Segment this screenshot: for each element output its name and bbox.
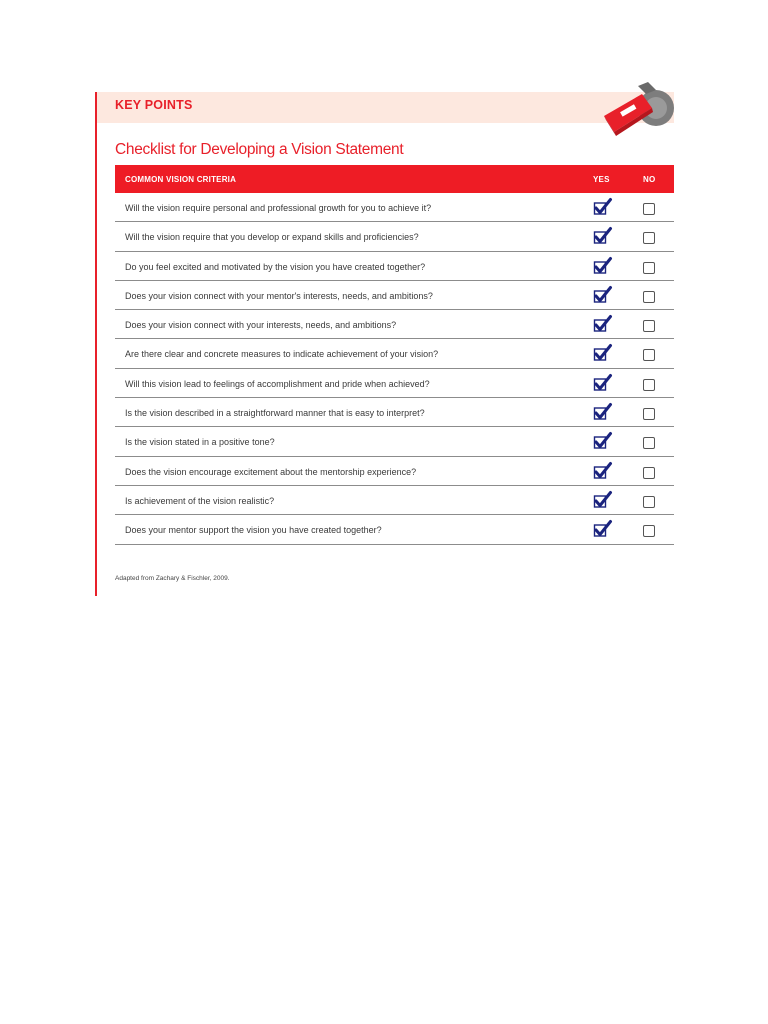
table-row <box>115 222 674 251</box>
no-checkbox-icon[interactable] <box>643 203 655 215</box>
no-checkbox-icon[interactable] <box>643 379 655 391</box>
yes-checkmark-icon[interactable] <box>593 197 613 217</box>
yes-checkmark-icon[interactable] <box>593 519 613 539</box>
no-checkbox-icon[interactable] <box>643 320 655 332</box>
criterion-text: Will the vision require personal and professional growth for you to achieve it? <box>125 203 432 213</box>
criterion-text: Does the vision encourage excitement about the mentorship experience? <box>125 466 417 477</box>
criterion-text: Does your vision connect with your mentor's interests, needs, and ambitions? <box>125 290 433 301</box>
whistle-icon <box>598 78 678 140</box>
no-checkbox-icon[interactable] <box>643 496 655 508</box>
table-row <box>115 193 674 222</box>
yes-checkmark-icon[interactable] <box>593 490 613 510</box>
yes-header: YES <box>593 175 610 184</box>
no-checkbox-icon[interactable] <box>643 525 655 537</box>
no-checkbox-icon[interactable] <box>643 437 655 449</box>
criterion-text: Will the vision require that you develop or expand skills and proficiencies? <box>125 232 419 243</box>
criterion-text: Are there clear and concrete measures to indicate achievement of your vision? <box>125 349 439 360</box>
table-row <box>115 457 674 486</box>
no-checkbox-icon[interactable] <box>643 349 655 361</box>
no-checkbox-icon[interactable] <box>643 467 655 479</box>
yes-checkmark-icon[interactable] <box>593 431 613 451</box>
table-row <box>115 310 674 339</box>
table-row <box>115 369 674 398</box>
no-header: NO <box>643 175 656 184</box>
table-row <box>115 486 674 515</box>
criterion-text: Do you feel excited and motivated by the vision you have created together? <box>125 261 426 272</box>
left-accent-rule <box>95 92 97 596</box>
yes-checkmark-icon[interactable] <box>593 343 613 363</box>
no-checkbox-icon[interactable] <box>643 232 655 244</box>
table-row <box>115 398 674 427</box>
yes-checkmark-icon[interactable] <box>593 226 613 246</box>
yes-checkmark-icon[interactable] <box>593 461 613 481</box>
no-checkbox-icon[interactable] <box>643 262 655 274</box>
no-checkbox-icon[interactable] <box>643 291 655 303</box>
table-row <box>115 252 674 281</box>
yes-checkmark-icon[interactable] <box>593 285 613 305</box>
table-row <box>115 427 674 456</box>
table-row <box>115 515 674 544</box>
vision-criteria-table <box>115 165 674 545</box>
table-row <box>115 339 674 368</box>
criterion-text: Is achievement of the vision realistic? <box>125 495 275 506</box>
criteria-header: COMMON VISION CRITERIA <box>125 175 237 184</box>
criterion-text: Is the vision described in a straightforward manner that is easy to interpret? <box>125 408 425 419</box>
no-checkbox-icon[interactable] <box>643 408 655 420</box>
table-header <box>115 165 674 193</box>
key-points-label: KEY POINTS <box>115 98 193 112</box>
yes-checkmark-icon[interactable] <box>593 402 613 422</box>
yes-checkmark-icon[interactable] <box>593 256 613 276</box>
yes-checkmark-icon[interactable] <box>593 373 613 393</box>
table-row <box>115 281 674 310</box>
table-body <box>115 193 674 545</box>
criterion-text: Does your mentor support the vision you have created together? <box>125 525 382 536</box>
yes-checkmark-icon[interactable] <box>593 314 613 334</box>
criterion-text: Is the vision stated in a positive tone? <box>125 437 275 448</box>
checklist-title: Checklist for Developing a Vision Statement <box>115 141 404 158</box>
source-citation: Adapted from Zachary & Fischler, 2009. <box>115 575 230 582</box>
criterion-text: Does your vision connect with your interests, needs, and ambitions? <box>125 320 397 331</box>
criterion-text: Will this vision lead to feelings of accomplishment and pride when achieved? <box>125 378 430 389</box>
